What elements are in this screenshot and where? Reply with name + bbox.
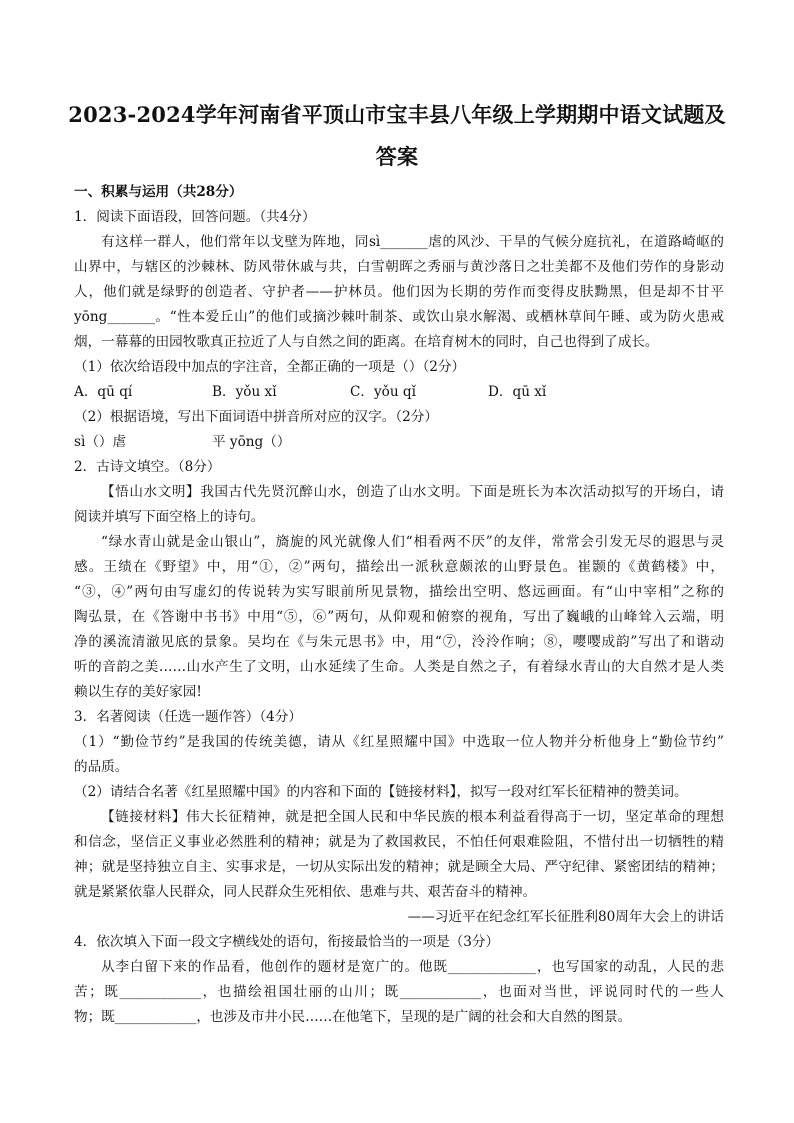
option-c: C．yǒu qǐ <box>350 384 416 400</box>
q4-passage-line: 物；既____________，也涉及市井小民……在他笔下，呈现的是广阔的社会和大自然的图景。 <box>74 1009 632 1025</box>
q1-passage-line: yōng_______。“性本爱丘山”的他们或摘沙棘叶制茶、或饮山泉水解渴、或栖林草间午睡、或为防火患戒 <box>74 309 724 325</box>
q3-sub-question-2: （2）请结合名著《红星照耀中国》的内容和下面的【链接材料】，拟写一段对红军长征精神的赞美词。 <box>74 784 688 800</box>
q2-passage-line: 赖以生存的美好家园! <box>74 684 202 700</box>
q2-passage-line: 感。王绩在《野望》中，用“①，②”两句，描绘出一派秋意颇浓的山野景色。崔颢的《黄鹤楼》中， <box>74 559 724 575</box>
fill-item-2: 平 yōng（） <box>212 434 291 450</box>
question-3-heading: 3．名著阅读（任选一题作答）（4分） <box>74 709 302 725</box>
q3-material-line: 神；就是坚持独立自主、实事求是，一切从实际出发的精神；就是顾全大局、严守纪律、紧密团结的精神； <box>74 859 724 875</box>
q1-sub-question-2: （2）根据语境，写出下面词语中拼音所对应的汉字。（2分） <box>74 409 438 425</box>
q1-options <box>74 382 724 402</box>
doc-title-line-1: 2023-2024学年河南省平顶山市宝丰县八年级上学期期中语文试题及 <box>68 102 726 127</box>
option-d: D．qū xǐ <box>488 384 547 400</box>
option-b: B．yǒu xǐ <box>212 384 277 400</box>
option-a: A．qū qí <box>74 384 133 400</box>
q3-material-line: 就是紧紧依靠人民群众，同人民群众生死相依、患难与共、艰苦奋斗的精神。 <box>74 884 537 900</box>
q2-passage-line: 阅读并填写下面空格上的诗句。 <box>74 509 265 525</box>
section-heading: 一、积累与运用（共28分） <box>74 184 243 200</box>
q2-passage-line: 陶弘景，在《答谢中书书》中用“⑤，⑥”两句，从仰观和俯察的视角，写出了巍峨的山峰耸入云端，明 <box>74 609 724 625</box>
q1-passage-line: 山界中，与辖区的沙棘林、防风带休戚与共，白雪朝晖之秀丽与黄沙落日之壮美都不及他们劳作的身影动 <box>74 259 724 275</box>
doc-title-line-2: 答案 <box>375 144 419 169</box>
q2-passage-line: “③，④”两句由写虚幻的传说转为实写眼前所见景物，描绘出空明、悠远画面。有“山中宰相”之称的 <box>74 584 724 600</box>
q2-passage-line: 【悟山水文明】我国古代先贤沉醉山水，创造了山水文明。下面是班长为本次活动拟写的开场白，请 <box>101 484 724 500</box>
q3-sub-question-1: 的品质。 <box>74 759 129 775</box>
q2-passage-line: 净的溪流清澈见底的景象。吴均在《与朱元思书》中，用“⑦，泠泠作响；⑧，嘤嘤成韵”写出了和谐动 <box>74 634 724 650</box>
fill-item-1: sì（）虐 <box>74 434 127 450</box>
q4-passage-line: 苦；既____________，也描绘祖国壮丽的山川；既____________，也面对当世，评说同时代的一些人 <box>74 984 724 1000</box>
q1-fill-items <box>74 432 724 452</box>
question-2-heading: 2．古诗文填空。（8分） <box>74 459 221 475</box>
q4-passage-line: 从李白留下来的作品看，他创作的题材是宽广的。他既_____________，也写国家的动乱，人民的悲 <box>101 959 724 975</box>
q1-passage-line: 有这样一群人，他们常年以戈壁为阵地，同sì_______虐的风沙、干旱的气候分庭抗礼，在道路崎岖的 <box>101 234 724 250</box>
q1-sub-question-1: （1）依次给语段中加点的字注音，全都正确的一项是（）（2分） <box>74 359 466 375</box>
q3-material-source: ——习近平在纪念红军长征胜利80周年大会上的讲话 <box>407 909 724 925</box>
q2-passage-line: 听的音韵之美……山水产生了文明，山水延续了生命。人类是自然之子，有着绿水青山的大自然才是人类 <box>74 659 724 675</box>
q3-sub-question-1: （1）“勤俭节约”是我国的传统美德，请从《红星照耀中国》中选取一位人物并分析他身上“勤俭节约” <box>74 734 724 750</box>
q3-material-line: 和信念，坚信正义事业必然胜利的精神；就是为了救国救民，不怕任何艰难险阻，不惜付出一切牺牲的精 <box>74 834 724 850</box>
q2-passage-line: “绿水青山就是金山银山”，旖旎的风光就像人们“相看两不厌”的友伴，常常会引发无尽的遐思与灵 <box>101 534 724 550</box>
q1-passage-line: 烟，一幕幕的田园牧歌真正拉近了人与自然之间的距离。在培育树木的同时，自己也得到了成长。 <box>74 334 659 350</box>
q1-passage-line: 人，他们就是绿野的创造者、守护者——护林员。他们因为长期的劳作而变得皮肤黝黑，但是却不甘平 <box>74 284 724 300</box>
question-1-heading: 1．阅读下面语段，回答问题。（共4分） <box>74 209 316 225</box>
q3-material-line: 【链接材料】伟大长征精神，就是把全国人民和中华民族的根本利益看得高于一切，坚定革命的理想 <box>101 809 724 825</box>
question-4-heading: 4．依次填入下面一段文字横线处的语句，衔接最恰当的一项是（3分） <box>74 934 500 950</box>
